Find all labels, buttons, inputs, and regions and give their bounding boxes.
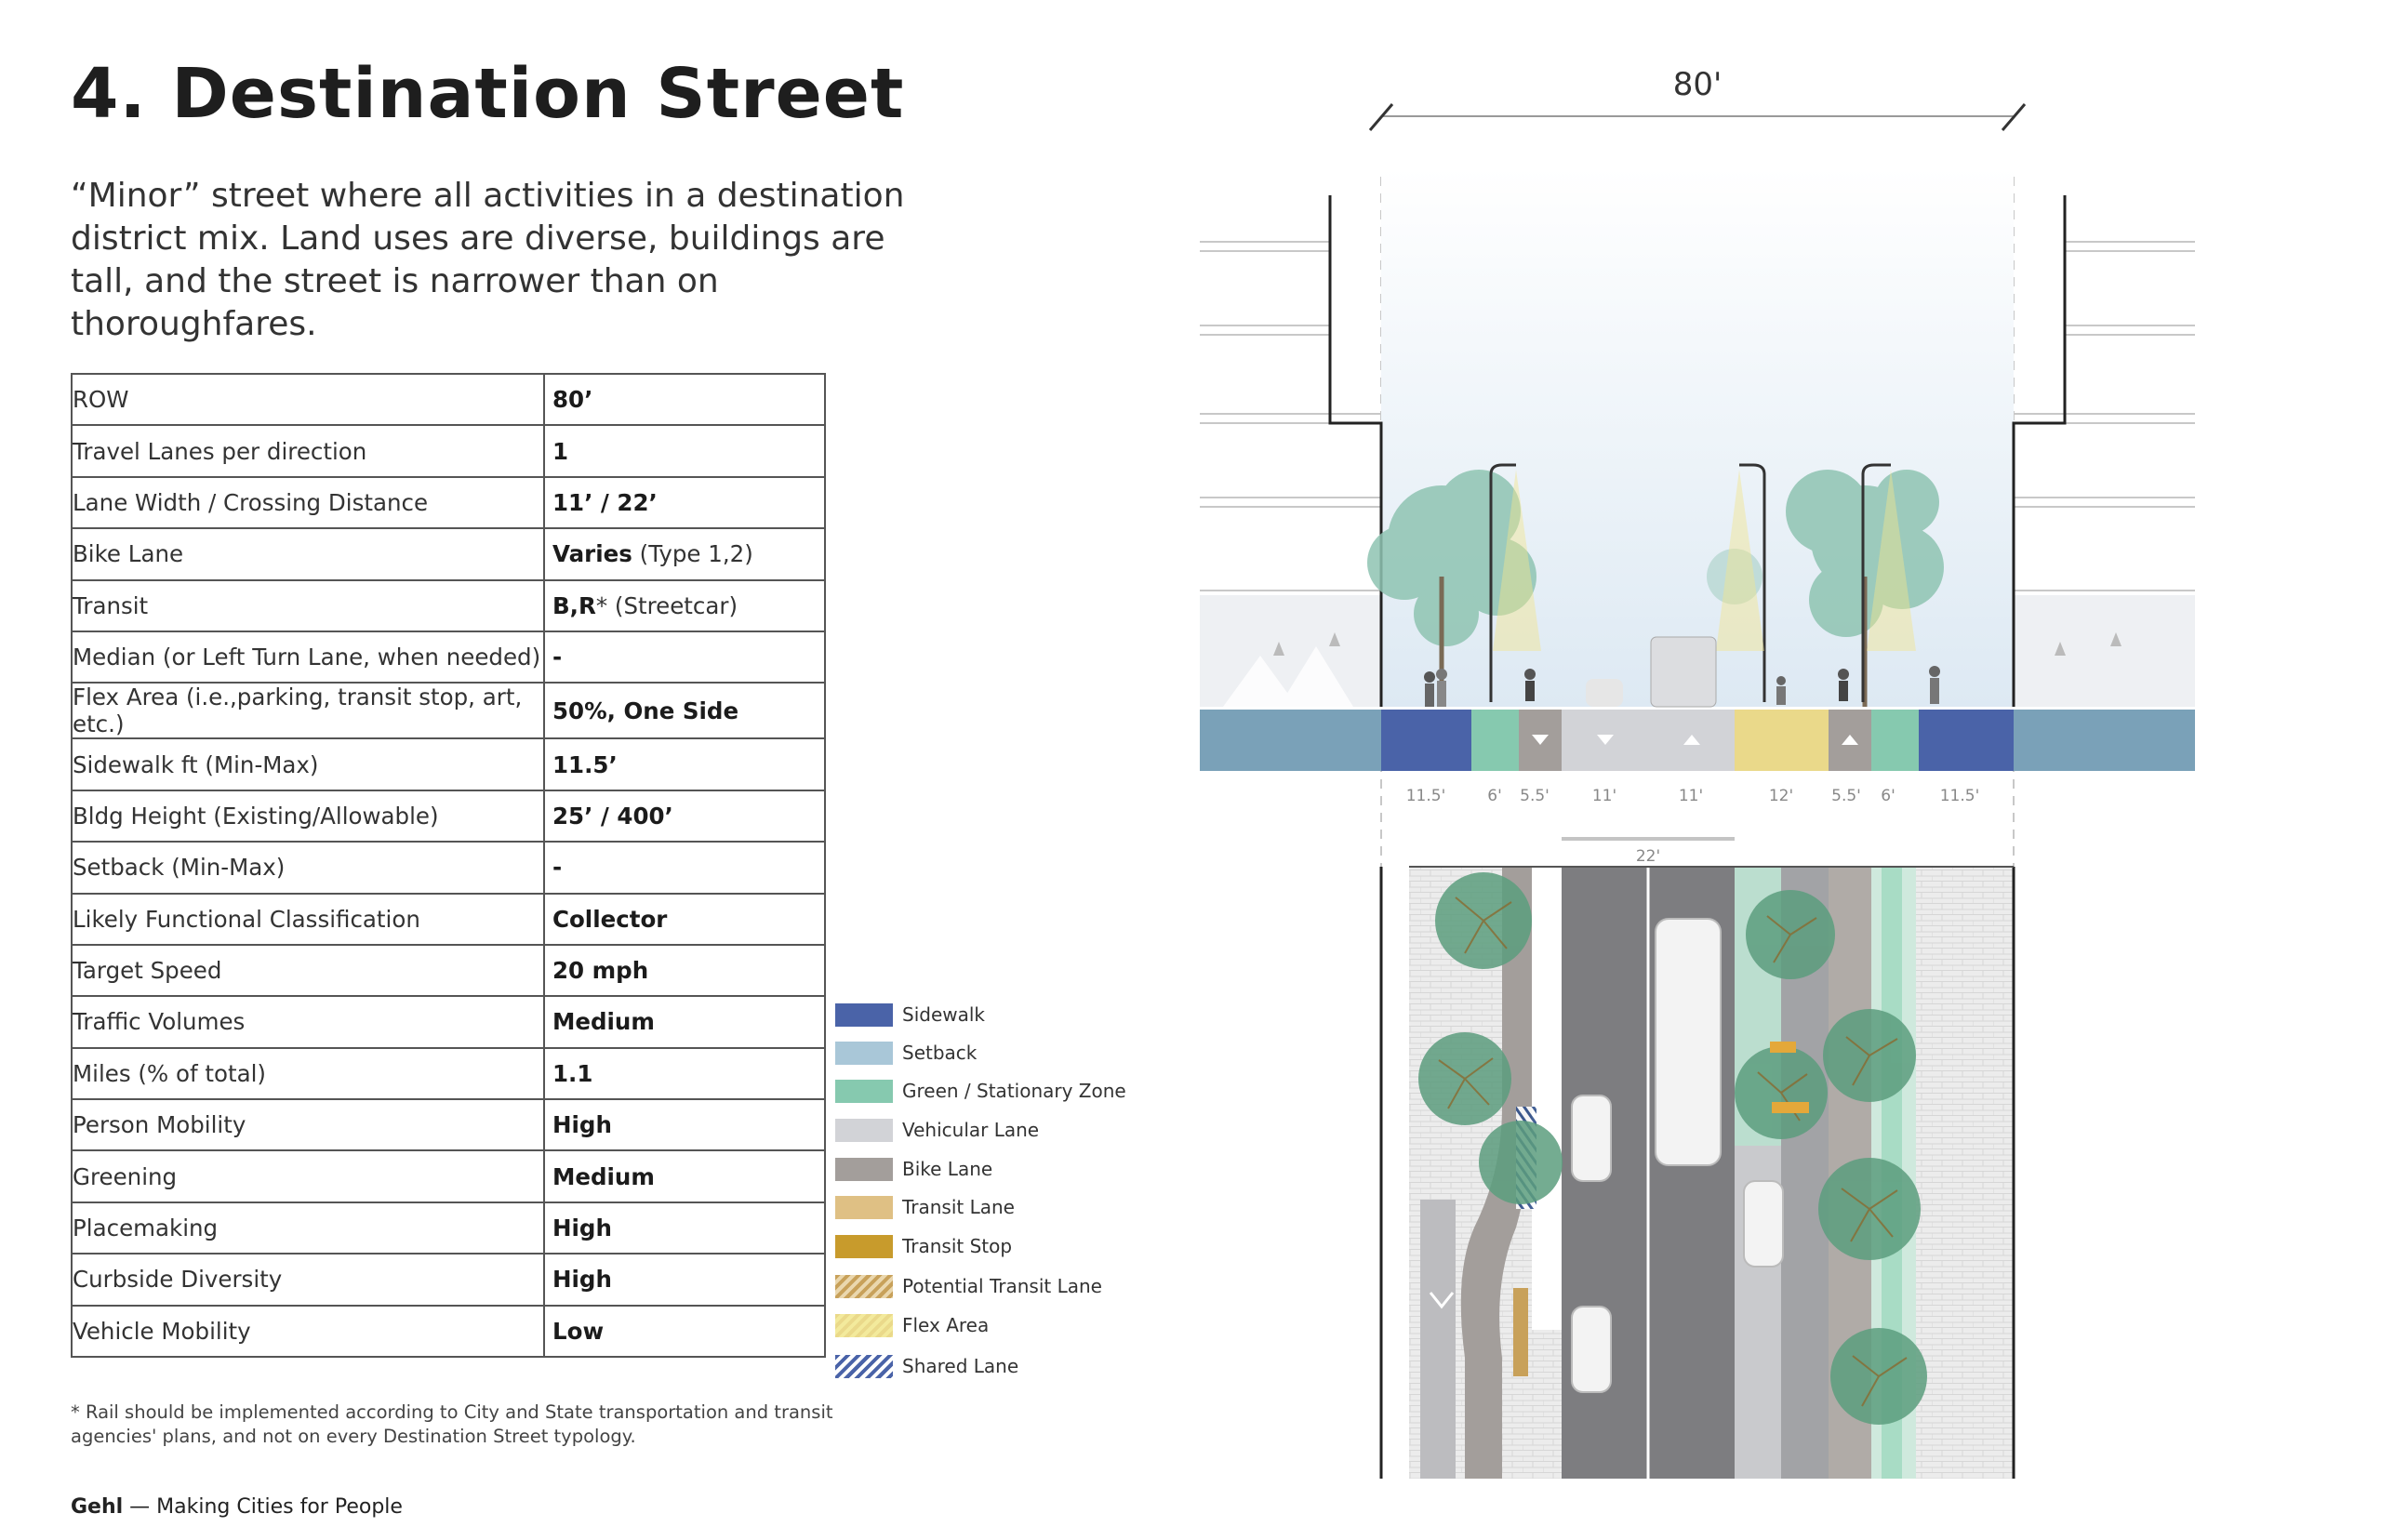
spec-row	[72, 1150, 825, 1201]
spec-value-cell	[544, 1048, 825, 1099]
legend-item	[835, 1118, 1142, 1144]
spec-value: Varies	[552, 540, 632, 568]
legend-item	[835, 1313, 1142, 1339]
legend-swatch	[835, 1275, 893, 1298]
legend-label: Bike Lane	[902, 1158, 993, 1180]
legend-label: Shared Lane	[902, 1355, 1019, 1377]
strip-flex-area	[1735, 710, 1829, 771]
spec-value: -	[552, 854, 563, 882]
spec-value-cell	[544, 1099, 825, 1150]
spec-row	[72, 631, 825, 683]
spec-value: Collector	[552, 905, 668, 933]
spec-label: Transit	[72, 580, 544, 631]
spec-label: Bike Lane	[72, 528, 544, 579]
spec-row	[72, 374, 825, 425]
spec-value-cell	[544, 425, 825, 476]
legend-swatch	[835, 1042, 893, 1065]
legend-item	[835, 1002, 1142, 1029]
legend-item	[835, 1157, 1142, 1183]
spec-row	[72, 528, 825, 579]
spec-row	[72, 477, 825, 528]
footnote: * Rail should be implemented according to City and State transportation and transit agencies' plans, and not on every Destination Street typology.	[71, 1401, 833, 1447]
spec-value: 25’ / 400’	[552, 802, 673, 830]
spec-value-cell	[544, 528, 825, 579]
legend-label: Transit Lane	[902, 1196, 1015, 1218]
spec-row	[72, 1099, 825, 1150]
spec-value-cell	[544, 580, 825, 631]
spec-value-cell	[544, 631, 825, 683]
spec-value: B,R	[552, 591, 596, 619]
spec-row	[72, 1254, 825, 1305]
legend-swatch	[835, 1196, 893, 1219]
spec-value: High	[552, 1266, 612, 1294]
spec-row	[72, 945, 825, 996]
legend-label: Green / Stationary Zone	[902, 1080, 1126, 1102]
legend-swatch	[835, 1355, 893, 1378]
spec-label: Greening	[72, 1150, 544, 1201]
spec-value-cell	[544, 683, 825, 738]
spec-value: Medium	[552, 1008, 655, 1036]
spec-row	[72, 580, 825, 631]
spec-label: Person Mobility	[72, 1099, 544, 1150]
spec-label: Traffic Volumes	[72, 996, 544, 1047]
spec-value-cell	[544, 790, 825, 842]
spec-value-cell	[544, 1306, 825, 1357]
spec-value: 1	[552, 437, 569, 465]
spec-label: Target Speed	[72, 945, 544, 996]
legend-item	[835, 1274, 1142, 1300]
spec-value: 1.1	[552, 1059, 593, 1087]
spec-row	[72, 683, 825, 738]
width-label: 6'	[1487, 787, 1502, 805]
spec-value: 20 mph	[552, 957, 649, 985]
spec-value-cell	[544, 374, 825, 425]
spec-row	[72, 790, 825, 842]
width-label: 12'	[1768, 787, 1794, 805]
spec-value-cell	[544, 1254, 825, 1305]
spec-label: Setback (Min-Max)	[72, 842, 544, 893]
page-title: 4. Destination Street	[71, 54, 905, 134]
credit-tagline: — Making Cities for People	[123, 1495, 403, 1519]
building-left	[1200, 195, 1381, 707]
spec-row	[72, 1306, 825, 1357]
row-dimension	[1370, 66, 2025, 130]
spec-label: Miles (% of total)	[72, 1048, 544, 1099]
width-label: 5.5'	[1831, 787, 1861, 805]
spec-label: Lane Width / Crossing Distance	[72, 477, 544, 528]
spec-row	[72, 1202, 825, 1254]
spec-value: High	[552, 1111, 612, 1139]
legend-label: Potential Transit Lane	[902, 1275, 1102, 1297]
legend-swatch	[835, 1314, 893, 1337]
spec-value: Low	[552, 1317, 605, 1345]
spec-note: * (Streetcar)	[595, 591, 738, 619]
spec-value-cell	[544, 842, 825, 893]
spec-label: Median (or Left Turn Lane, when needed)	[72, 631, 544, 683]
width-label: 11'	[1591, 787, 1617, 805]
strip-sidewalk-left	[1381, 710, 1471, 771]
legend-item	[835, 1234, 1142, 1260]
width-label: 11.5'	[1405, 787, 1446, 805]
credit-brand: Gehl	[71, 1495, 124, 1519]
spec-value-cell	[544, 945, 825, 996]
spec-label: Sidewalk ft (Min-Max)	[72, 738, 544, 790]
spec-value-cell	[544, 1150, 825, 1201]
crossing-dimension	[1562, 839, 1735, 866]
legend-swatch	[835, 1003, 893, 1027]
legend-label: Flex Area	[902, 1314, 990, 1336]
legend-swatch	[835, 1119, 893, 1142]
legend-swatch	[835, 1235, 893, 1258]
width-label: 11.5'	[1939, 787, 1980, 805]
legend-item	[835, 1195, 1142, 1221]
spec-row	[72, 842, 825, 893]
spec-label: Bldg Height (Existing/Allowable)	[72, 790, 544, 842]
spec-value-cell	[544, 996, 825, 1047]
legend-item	[835, 1041, 1142, 1067]
spec-value-cell	[544, 738, 825, 790]
spec-value: 11’ / 22’	[552, 488, 658, 516]
spec-label: Likely Functional Classification	[72, 894, 544, 945]
spec-label: Placemaking	[72, 1202, 544, 1254]
spec-note: (Type 1,2)	[632, 540, 753, 568]
legend-item	[835, 1354, 1142, 1380]
spec-label: ROW	[72, 374, 544, 425]
legend-swatch	[835, 1158, 893, 1181]
plan-view	[1381, 867, 2014, 1479]
spec-value-cell	[544, 1202, 825, 1254]
spec-label: Flex Area (i.e.,parking, transit stop, art, etc.)	[72, 683, 544, 738]
legend-item	[835, 1079, 1142, 1105]
row-dimension-label: 80'	[1672, 66, 1723, 103]
legend-label: Sidewalk	[902, 1003, 986, 1026]
spec-value-cell	[544, 894, 825, 945]
spec-label: Travel Lanes per direction	[72, 425, 544, 476]
spec-value: -	[552, 644, 563, 671]
legend-label: Transit Stop	[902, 1235, 1013, 1257]
spec-value: 50%, One Side	[552, 697, 739, 724]
spec-value: High	[552, 1215, 612, 1242]
spec-value: 11.5’	[552, 750, 618, 778]
street-diagram	[1195, 56, 2200, 1488]
crossing-label: 22'	[1635, 847, 1661, 866]
spec-table	[71, 373, 826, 1358]
legend-label: Setback	[902, 1042, 978, 1064]
strip-sidewalk-right	[1919, 710, 2014, 771]
spec-value-cell	[544, 477, 825, 528]
width-label: 11'	[1678, 787, 1704, 805]
building-right	[2014, 195, 2195, 707]
section-ground	[1200, 710, 2195, 771]
credit-line	[71, 1495, 403, 1519]
spec-row	[72, 894, 825, 945]
width-label: 5.5'	[1520, 787, 1550, 805]
spec-label: Vehicle Mobility	[72, 1306, 544, 1357]
spec-value: 80’	[552, 386, 593, 414]
legend-swatch	[835, 1080, 893, 1103]
spec-row	[72, 738, 825, 790]
legend-label: Vehicular Lane	[902, 1119, 1040, 1141]
spec-row	[72, 1048, 825, 1099]
spec-label: Curbside Diversity	[72, 1254, 544, 1305]
spec-value: Medium	[552, 1162, 655, 1190]
strip-green-right	[1871, 710, 1919, 771]
intro-text: “Minor” street where all activities in a destination district mix. Land uses are diverse, buildings are tall, and the street is narrower than on thoroughfares.	[71, 177, 905, 343]
width-label: 6'	[1881, 787, 1895, 805]
strip-green-left	[1471, 710, 1519, 771]
spec-row	[72, 425, 825, 476]
lane-width-labels	[1406, 787, 1980, 805]
spec-row	[72, 996, 825, 1047]
